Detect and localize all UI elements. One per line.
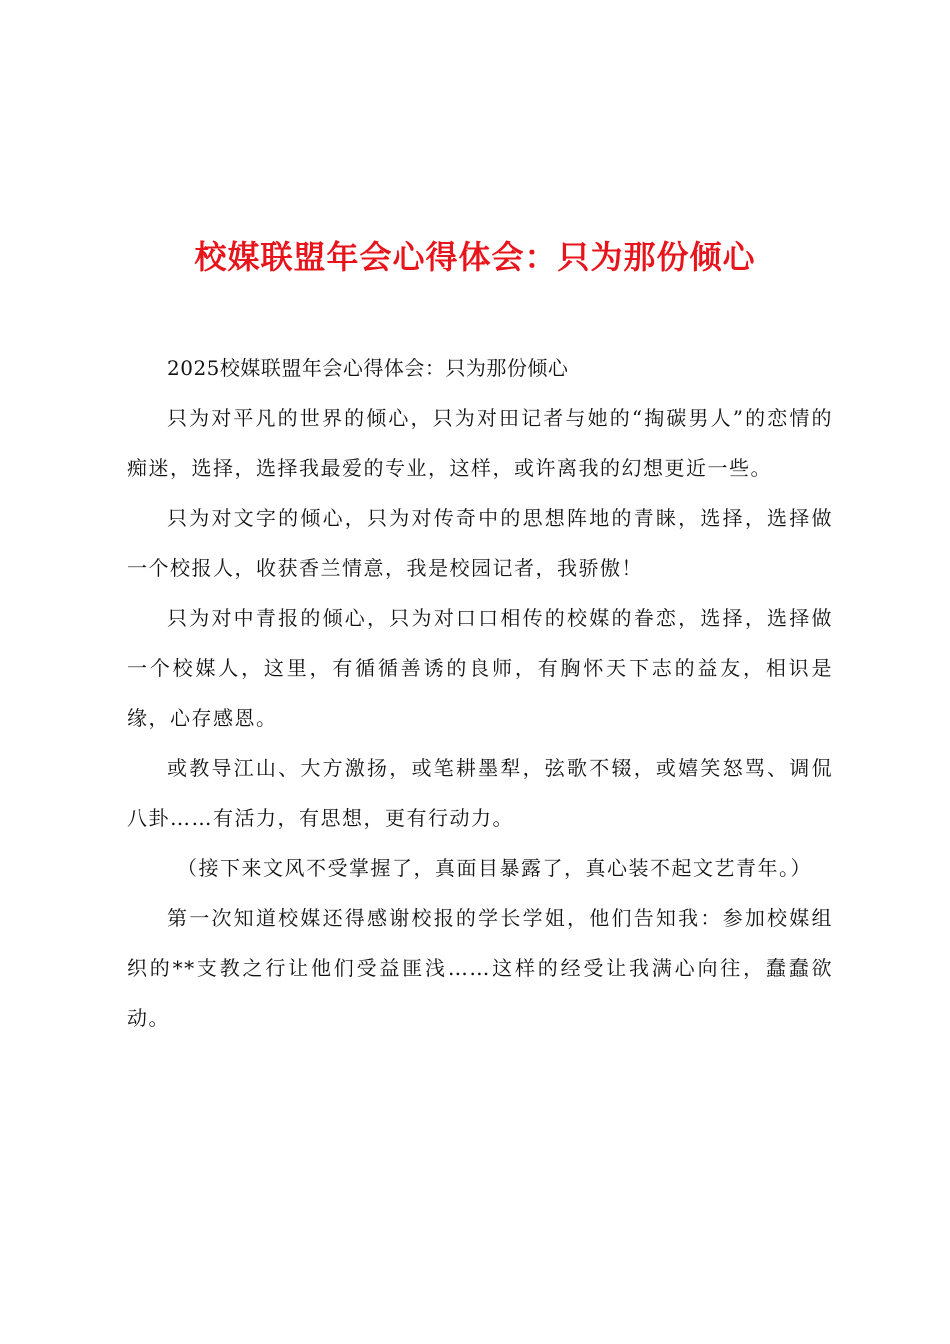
paragraph-subtitle: 2025校媒联盟年会心得体会：只为那份倾心 — [167, 356, 569, 380]
document-body — [127, 343, 833, 1043]
document-title: 校媒联盟年会心得体会：只为那份倾心 — [194, 238, 756, 277]
paragraph-1: 只为对平凡的世界的倾心，只为对田记者与她的“掏碳男人”的恋情的痴迷，选择，选择我最爱的专业，这样，或许离我的幻想更近一些。 — [127, 406, 833, 480]
paragraph-5: （接下来文风不受掌握了，真面目暴露了，真心装不起文艺青年。） — [177, 856, 812, 880]
paragraph-2: 只为对文字的倾心，只为对传奇中的思想阵地的青睐，选择，选择做一个校报人，收获香兰情意，我是校园记者，我骄傲！ — [127, 506, 833, 580]
paragraph-4: 或教导江山、大方激扬，或笔耕墨犁，弦歌不辍，或嬉笑怒骂、调侃八卦……有活力，有思想，更有行动力。 — [127, 756, 833, 830]
paragraph-3: 只为对中青报的倾心，只为对口口相传的校媒的眷恋，选择，选择做一个校媒人，这里，有循循善诱的良师，有胸怀天下志的益友，相识是缘，心存感恩。 — [127, 606, 833, 730]
paragraph-6: 第一次知道校媒还得感谢校报的学长学姐，他们告知我：参加校媒组织的**支教之行让他们受益匪浅……这样的经受让我满心向往，蠢蠢欲动。 — [127, 906, 833, 1030]
